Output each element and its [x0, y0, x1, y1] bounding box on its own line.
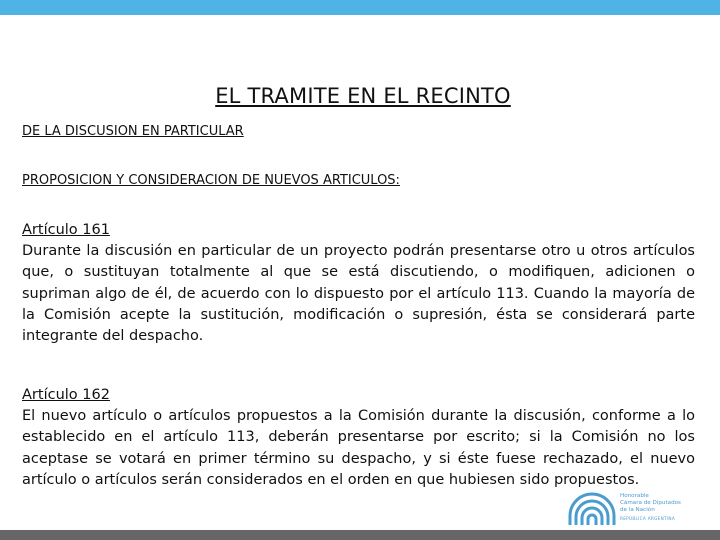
article-162	[22, 385, 695, 491]
article-title: Artículo 162	[22, 387, 110, 403]
logo-line: Cámara de Diputados	[620, 500, 681, 507]
section-heading-discussion: DE LA DISCUSION EN PARTICULAR	[22, 124, 244, 139]
bottom-bar	[0, 530, 720, 540]
article-body: El nuevo artículo o artículos propuestos a la Comisión durante la discusión, conforme a lo establecido en el artículo 113, deberán presentarse por escrito; si la Comisión no los aceptase se votará en primer término su despacho, y si éste fuese rechazado, el nuevo artículo o artículos serán considerados en el orden en que hubiesen sido propuestos.	[22, 408, 695, 488]
logo-text	[620, 493, 681, 522]
logo-line: de la Nación	[620, 507, 655, 514]
top-accent-bar	[0, 0, 720, 15]
page-title: EL TRAMITE EN EL RECINTO	[215, 84, 511, 108]
article-body: Durante la discusión en particular de un proyecto podrán presentarse otro u otros artículos que, o sustituyan totalmente al que se está discutiendo, o modifiquen, adicionen o supriman algo de él, de acuerdo con lo dispuesto por el artículo 113. Cuando la mayoría de la Comisión acepte la sustitución, modificación o supresión, ésta se considerará parte integrante del despacho.	[22, 243, 695, 345]
article-161	[22, 220, 695, 347]
logo-line: REPÚBLICA ARGENTINA	[620, 515, 675, 521]
congress-dome-icon	[566, 490, 618, 526]
congress-logo	[566, 490, 696, 528]
logo-line: Honorable	[620, 493, 649, 499]
section-heading-new-articles: PROPOSICION Y CONSIDERACION DE NUEVOS ARTICULOS:	[22, 173, 400, 188]
article-title: Artículo 161	[22, 222, 110, 238]
